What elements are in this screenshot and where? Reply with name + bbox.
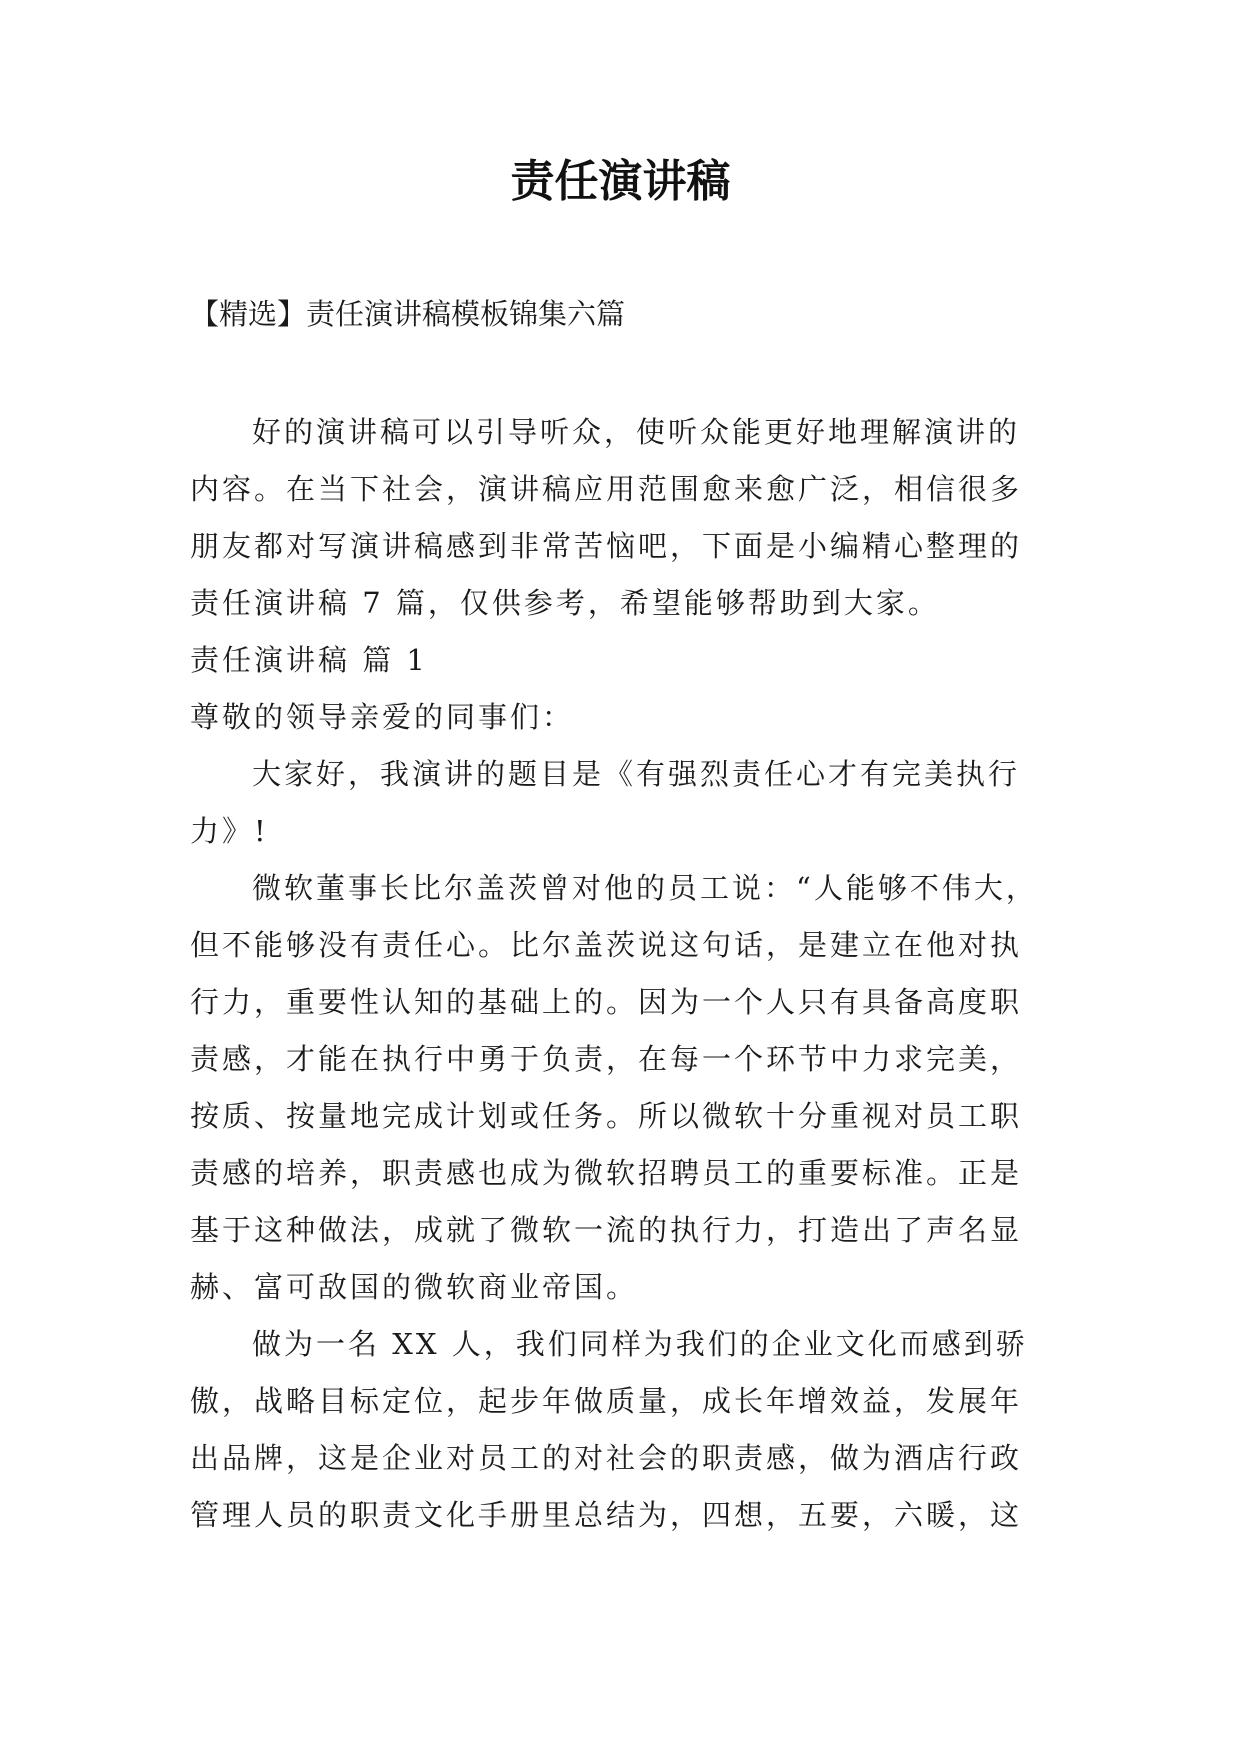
paragraph-line: 好的演讲稿可以引导听众，使听众能更好地理解演讲的 bbox=[252, 415, 1021, 449]
paragraph-line: 责感，才能在执行中勇于负责，在每一个环节中力求完美， bbox=[190, 1042, 1023, 1076]
paragraph-line: 基于这种做法，成就了微软一流的执行力，打造出了声名显 bbox=[190, 1213, 1023, 1247]
paragraph-line: 内容。在当下社会，演讲稿应用范围愈来愈广泛，相信很多 bbox=[190, 472, 1023, 506]
paragraph-line: 做为一名 XX 人，我们同样为我们的企业文化而感到骄 bbox=[252, 1327, 1028, 1361]
document-subtitle: 【精选】责任演讲稿模板锦集六篇 bbox=[190, 297, 626, 331]
paragraph-line: 大家好，我演讲的题目是《有强烈责任心才有完美执行 bbox=[252, 757, 1021, 791]
paragraph-line: 力》! bbox=[190, 814, 269, 848]
paragraph-line: 微软董事长比尔盖茨曾对他的员工说：“人能够不伟大， bbox=[252, 871, 1038, 905]
paragraph-line: 傲，战略目标定位，起步年做质量，成长年增效益，发展年 bbox=[190, 1384, 1023, 1418]
paragraph-line: 责任演讲稿 7 篇，仅供参考，希望能够帮助到大家。 bbox=[190, 586, 940, 620]
document-title: 责任演讲稿 bbox=[510, 156, 731, 207]
document-body bbox=[190, 404, 1050, 1544]
paragraph-line: 行力，重要性认知的基础上的。因为一个人只有具备高度职 bbox=[190, 985, 1023, 1019]
paragraph-line: 管理人员的职责文化手册里总结为，四想，五要，六暖，这 bbox=[190, 1498, 1023, 1532]
paragraph-line: 但不能够没有责任心。比尔盖茨说这句话，是建立在他对执 bbox=[190, 928, 1023, 962]
paragraph-line: 按质、按量地完成计划或任务。所以微软十分重视对员工职 bbox=[190, 1099, 1023, 1133]
paragraph-line: 赫、富可敌国的微软商业帝国。 bbox=[190, 1270, 639, 1304]
paragraph-line: 责感的培养，职责感也成为微软招聘员工的重要标准。正是 bbox=[190, 1156, 1023, 1190]
paragraph-line: 出品牌，这是企业对员工的对社会的职责感，做为酒店行政 bbox=[190, 1441, 1023, 1475]
salutation: 尊敬的领导亲爱的同事们： bbox=[190, 700, 575, 734]
paragraph-line: 朋友都对写演讲稿感到非常苦恼吧，下面是小编精心整理的 bbox=[190, 529, 1023, 563]
section-heading: 责任演讲稿 篇 1 bbox=[190, 643, 428, 677]
